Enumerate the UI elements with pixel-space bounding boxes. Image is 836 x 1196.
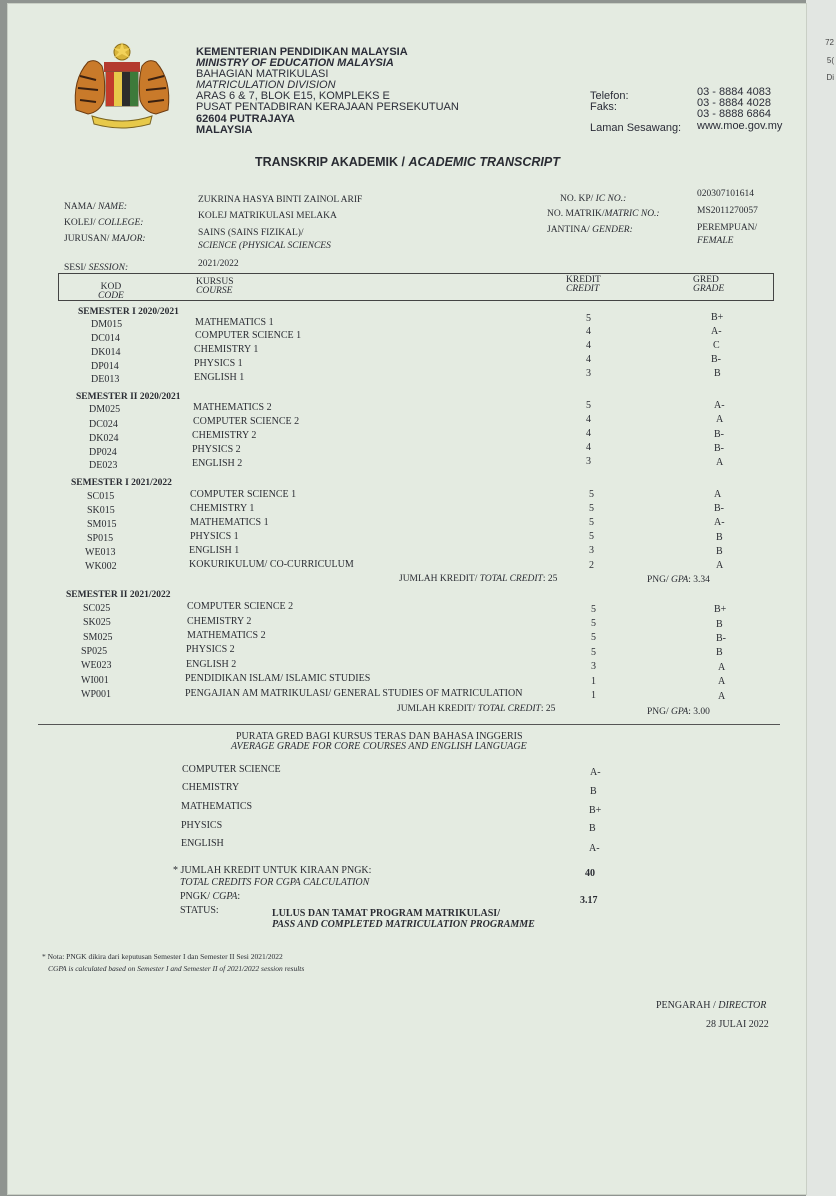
- course-code: DK014: [91, 347, 121, 358]
- header-credit: KREDIT CREDIT: [566, 275, 601, 294]
- college-label: KOLEJ/ COLLEGE:: [64, 218, 144, 228]
- course-grade: B+: [711, 312, 724, 323]
- gender-value-ms: PEREMPUAN/: [697, 223, 758, 233]
- ministry-name-ms: KEMENTERIAN PENDIDIKAN MALAYSIA: [196, 46, 408, 58]
- course-grade: B: [716, 532, 723, 543]
- course-name: PENDIDIKAN ISLAM/ ISLAMIC STUDIES: [185, 673, 371, 684]
- title-ms: TRANSKRIP AKADEMIK /: [255, 155, 409, 169]
- course-code: DM025: [89, 404, 121, 415]
- course-credit: 5: [586, 313, 591, 324]
- summary-course: PHYSICS: [181, 820, 223, 831]
- summary-course: MATHEMATICS: [181, 801, 253, 812]
- student-name: ZUKRINA HASYA BINTI ZAINOL ARIF: [198, 195, 363, 205]
- edge-text: 72: [825, 38, 834, 47]
- ic-value: 020307101614: [697, 189, 754, 199]
- faks-label: Faks:: [590, 101, 617, 113]
- division-en: MATRICULATION DIVISION: [196, 79, 336, 91]
- major-value-ms: SAINS (SAINS FIZIKAL)/: [198, 228, 304, 238]
- course-credit: 5: [589, 489, 594, 500]
- gender-label: JANTINA/ GENDER:: [547, 225, 633, 235]
- course-code: SK025: [83, 617, 111, 628]
- address-line: 62604 PUTRAJAYA: [196, 113, 295, 125]
- gender-value-en: FEMALE: [697, 236, 734, 246]
- summary-title-ms: PURATA GRED BAGI KURSUS TERAS DAN BAHASA INGGERIS: [236, 731, 523, 742]
- course-grade: B: [716, 619, 723, 630]
- name-label: NAMA/ NAME:: [64, 202, 128, 212]
- header-code: KOD CODE: [98, 282, 124, 301]
- course-code: WK002: [85, 561, 117, 572]
- course-credit: 5: [589, 517, 594, 528]
- session-value: 2021/2022: [198, 259, 239, 269]
- division-ms: BAHAGIAN MATRIKULASI: [196, 68, 329, 80]
- course-credit: 1: [591, 676, 596, 687]
- course-grade: B: [714, 368, 721, 379]
- note-ms: * Nota: PNGK dikira dari keputusan Semester I dan Semester II Sesi 2021/2022: [42, 952, 283, 961]
- web-value: www.moe.gov.my: [697, 120, 783, 132]
- telefon-value: 03 - 8884 4083: [697, 86, 772, 98]
- course-credit: 3: [586, 456, 591, 467]
- status-value-ms: LULUS DAN TAMAT PROGRAM MATRIKULASI/: [272, 908, 500, 919]
- course-grade: A: [718, 662, 726, 673]
- cgpa-credits-value: 40: [585, 868, 595, 879]
- summary-grade: B: [589, 823, 596, 834]
- course-name: COMPUTER SCIENCE 2: [193, 416, 300, 427]
- address-line: ARAS 6 & 7, BLOK E15, KOMPLEKS E: [196, 90, 390, 102]
- cgpa-value: 3.17: [580, 895, 598, 906]
- course-name: CHEMISTRY 1: [190, 503, 255, 514]
- semester-total-credit: JUMLAH KREDIT/ TOTAL CREDIT: 25: [397, 704, 556, 714]
- course-credit: 3: [589, 545, 594, 556]
- note-en: CGPA is calculated based on Semester I and Semester II of 2021/2022 session results: [48, 964, 305, 973]
- major-value-en: SCIENCE (PHYSICAL SCIENCES: [198, 241, 331, 251]
- director-label: PENGARAH / DIRECTOR: [656, 1000, 767, 1011]
- course-code: WI001: [81, 675, 109, 686]
- course-credit: 5: [589, 503, 594, 514]
- semester-gpa: PNG/ GPA: 3.00: [647, 707, 710, 717]
- summary-grade: A-: [589, 843, 600, 854]
- course-credit: 5: [591, 647, 596, 658]
- summary-grade: A-: [590, 767, 601, 778]
- course-credit: 5: [586, 400, 591, 411]
- course-grade: B-: [714, 443, 724, 454]
- college-value: KOLEJ MATRIKULASI MELAKA: [198, 211, 337, 221]
- course-name: COMPUTER SCIENCE 1: [195, 330, 302, 341]
- status-label: STATUS:: [180, 905, 219, 916]
- semester-gpa: PNG/ GPA: 3.34: [647, 575, 710, 585]
- divider: [38, 724, 780, 725]
- telefon-label: Telefon:: [590, 90, 629, 102]
- course-grade: B: [716, 546, 723, 557]
- course-code: SP025: [81, 646, 108, 657]
- course-name: MATHEMATICS 2: [193, 402, 272, 413]
- course-code: WE023: [81, 660, 112, 671]
- course-name: MATHEMATICS 1: [195, 317, 274, 328]
- course-code: DP024: [89, 447, 117, 458]
- course-credit: 5: [591, 618, 596, 629]
- course-credit: 4: [586, 354, 591, 365]
- course-code: DK024: [89, 433, 119, 444]
- course-code: SM015: [87, 519, 117, 530]
- course-credit: 4: [586, 340, 591, 351]
- matric-label: NO. MATRIK/MATRIC NO.:: [547, 209, 660, 219]
- header-course: KURSUS COURSE: [196, 277, 234, 296]
- web-label: Laman Sesawang:: [590, 122, 682, 134]
- ic-label: NO. KP/ IC NO.:: [560, 194, 627, 204]
- course-code: SM025: [83, 632, 113, 643]
- course-credit: 5: [591, 604, 596, 615]
- course-grade: A-: [714, 400, 725, 411]
- course-credit: 5: [591, 632, 596, 643]
- course-credit: 1: [591, 690, 596, 701]
- cgpa-credits-label-ms: * JUMLAH KREDIT UNTUK KIRAAN PNGK:: [173, 865, 372, 876]
- matric-value: MS2011270057: [697, 206, 758, 216]
- major-label: JURUSAN/ MAJOR:: [64, 234, 146, 244]
- course-grade: B-: [716, 633, 726, 644]
- course-code: DC014: [91, 333, 120, 344]
- adjacent-page-edge: [806, 0, 836, 1196]
- course-grade: B-: [711, 354, 721, 365]
- status-value-en: PASS AND COMPLETED MATRICULATION PROGRAMME: [272, 919, 535, 930]
- course-name: MATHEMATICS 2: [187, 630, 266, 641]
- course-code: SP015: [87, 533, 114, 544]
- course-grade: B-: [714, 503, 724, 514]
- course-name: CHEMISTRY 1: [194, 344, 259, 355]
- cgpa-credits-label-en: TOTAL CREDITS FOR CGPA CALCULATION: [180, 877, 370, 888]
- course-name: ENGLISH 2: [192, 458, 243, 469]
- course-name: CHEMISTRY 2: [187, 616, 252, 627]
- course-grade: B: [716, 647, 723, 658]
- course-grade: A: [718, 691, 726, 702]
- summary-course: ENGLISH: [181, 838, 224, 849]
- session-label: SESI/ SESSION:: [64, 263, 129, 273]
- course-name: ENGLISH 1: [194, 372, 245, 383]
- course-code: DE023: [89, 460, 118, 471]
- course-credit: 4: [586, 326, 591, 337]
- course-grade: B-: [714, 429, 724, 440]
- course-code: SK015: [87, 505, 115, 516]
- table-header: [58, 273, 774, 301]
- ministry-name-en: MINISTRY OF EDUCATION MALAYSIA: [196, 57, 394, 69]
- address-country: MALAYSIA: [196, 124, 253, 136]
- edge-text: Di: [826, 73, 834, 82]
- course-code: DP014: [91, 361, 119, 372]
- course-grade: B+: [714, 604, 727, 615]
- issue-date: 28 JULAI 2022: [706, 1019, 769, 1030]
- course-code: SC025: [83, 603, 111, 614]
- course-code: DM015: [91, 319, 123, 330]
- course-code: WP001: [81, 689, 111, 700]
- course-grade: A-: [711, 326, 722, 337]
- cgpa-label: PNGK/ CGPA:: [180, 891, 241, 902]
- summary-course: CHEMISTRY: [182, 782, 240, 793]
- semester-title: SEMESTER II 2020/2021: [76, 392, 181, 402]
- course-code: WE013: [85, 547, 116, 558]
- course-name: ENGLISH 1: [189, 545, 240, 556]
- course-name: KOKURIKULUM/ CO-CURRICULUM: [189, 559, 354, 570]
- edge-text: 5(: [826, 56, 834, 65]
- header-grade: GRED GRADE: [693, 275, 725, 294]
- course-name: PHYSICS 2: [186, 644, 235, 655]
- course-grade: A: [716, 414, 724, 425]
- semester-title: SEMESTER I 2021/2022: [71, 478, 172, 488]
- course-name: PHYSICS 1: [194, 358, 243, 369]
- course-grade: A: [714, 489, 722, 500]
- course-code: SC015: [87, 491, 115, 502]
- course-code: DE013: [91, 374, 120, 385]
- course-name: ENGLISH 2: [186, 659, 237, 670]
- course-name: CHEMISTRY 2: [192, 430, 257, 441]
- summary-title-en: AVERAGE GRADE FOR CORE COURSES AND ENGLISH LANGUAGE: [231, 741, 527, 752]
- course-name: PHYSICS 2: [192, 444, 241, 455]
- course-grade: A: [716, 457, 724, 468]
- faks-value: 03 - 8884 4028: [697, 97, 772, 109]
- course-name: PHYSICS 1: [190, 531, 239, 542]
- course-code: DC024: [89, 419, 118, 430]
- semester-title: SEMESTER I 2020/2021: [78, 307, 179, 317]
- course-name: COMPUTER SCIENCE 1: [190, 489, 297, 500]
- semester-title: SEMESTER II 2021/2022: [66, 590, 171, 600]
- course-credit: 4: [586, 442, 591, 453]
- course-grade: A: [716, 560, 724, 571]
- course-credit: 3: [586, 368, 591, 379]
- course-grade: A-: [714, 517, 725, 528]
- summary-grade: B+: [589, 805, 602, 816]
- summary-course: COMPUTER SCIENCE: [182, 764, 281, 775]
- course-grade: A: [718, 676, 726, 687]
- semester-total-credit: JUMLAH KREDIT/ TOTAL CREDIT: 25: [399, 574, 558, 584]
- course-name: PENGAJIAN AM MATRIKULASI/ GENERAL STUDIES OF MATRICULATION: [185, 688, 523, 699]
- course-credit: 2: [589, 560, 594, 571]
- course-credit: 4: [586, 414, 591, 425]
- course-name: MATHEMATICS 1: [190, 517, 269, 528]
- address-line: PUSAT PENTADBIRAN KERAJAAN PERSEKUTUAN: [196, 101, 459, 113]
- course-grade: C: [713, 340, 720, 351]
- faks-value: 03 - 8888 6864: [697, 108, 772, 120]
- summary-grade: B: [590, 786, 597, 797]
- course-name: COMPUTER SCIENCE 2: [187, 601, 294, 612]
- malaysia-coat-of-arms-icon: [66, 40, 178, 130]
- title-en: ACADEMIC TRANSCRIPT: [408, 155, 560, 169]
- course-credit: 5: [589, 531, 594, 542]
- course-credit: 4: [586, 428, 591, 439]
- page-title: [255, 155, 560, 169]
- course-credit: 3: [591, 661, 596, 672]
